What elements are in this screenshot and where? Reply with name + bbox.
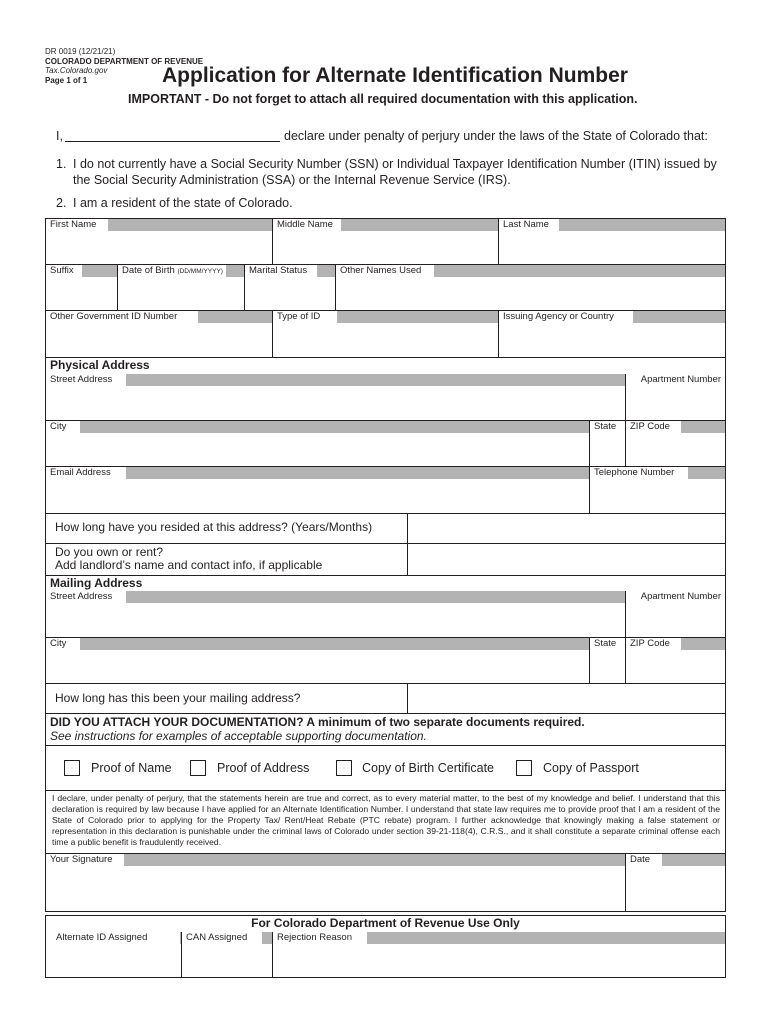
mailing-state-label: State xyxy=(590,638,625,650)
type-of-id-label: Type of ID xyxy=(273,311,337,323)
own-rent-question: Do you own or rent? xyxy=(55,545,164,559)
first-name-field[interactable] xyxy=(46,232,271,263)
alt-id-field xyxy=(46,945,180,977)
physical-street-label: Street Address xyxy=(46,374,126,386)
item2-text: I am a resident of the state of Colorado. xyxy=(73,196,293,210)
declaration-suffix: declare under penalty of perjury under the laws of the State of Colorado that: xyxy=(284,129,708,143)
physical-zip-label: ZIP Code xyxy=(626,421,681,433)
signature-field[interactable] xyxy=(46,867,624,911)
page-title: Application for Alternate Identification Number xyxy=(162,64,628,87)
mailing-apartment-field[interactable] xyxy=(626,604,725,636)
birth-certificate-checkbox[interactable] xyxy=(336,760,352,776)
own-rent-field[interactable] xyxy=(408,544,725,575)
physical-address-heading: Physical Address xyxy=(50,358,150,372)
item2-number: 2. xyxy=(56,196,67,210)
mailing-street-field[interactable] xyxy=(46,604,624,636)
dob-label: Date of Birth (DD/MM/YYYY) xyxy=(118,265,226,277)
form-number: DR 0019 (12/21/21) xyxy=(45,47,116,56)
mailing-state-field[interactable] xyxy=(590,651,624,682)
physical-state-label: State xyxy=(590,421,625,433)
email-label: Email Address xyxy=(46,467,126,479)
issuing-agency-label: Issuing Agency or Country xyxy=(499,311,633,323)
alt-id-label: Alternate ID Assigned xyxy=(46,932,180,944)
telephone-field[interactable] xyxy=(590,480,725,512)
dob-field[interactable] xyxy=(118,278,243,309)
passport-label: Copy of Passport xyxy=(543,761,639,775)
date-label: Date xyxy=(626,854,662,866)
landlord-info-question: Add landlord’s name and contact info, if applicable xyxy=(55,558,323,572)
attestation-text: I declare, under penalty of perjury, that the statements herein are true and correct, as to every material matter, to the best of my knowledge and belief. I understand that this declaration is required by law because I have applied for an Alternate Identification Number. I understand that state law requires me to provide proof that I am a resident of the State of Colorado prior to applying for the Property Tax/ Rent/Heat Rebate (PTC rebate) program. I further acknowledge that knowingly making a false statement or representation in this declaration is punishable under the criminal laws of Colorado under section 39-21-118(4), C.R.S., and it shall constitute a separate criminal offense each time a public benefit is fraudulently received. xyxy=(52,793,720,847)
signature-label: Your Signature xyxy=(46,854,124,866)
physical-city-field[interactable] xyxy=(46,434,588,465)
mailing-zip-field[interactable] xyxy=(626,651,725,682)
page-indicator: Page 1 of 1 xyxy=(45,75,88,85)
website-text: Tax.Colorado.gov xyxy=(45,66,108,75)
other-names-field[interactable] xyxy=(336,278,725,309)
mailing-street-label: Street Address xyxy=(46,591,126,603)
marital-status-field[interactable] xyxy=(245,278,334,309)
other-gov-id-field[interactable] xyxy=(46,324,271,356)
suffix-label: Suffix xyxy=(46,265,82,277)
date-field[interactable] xyxy=(626,867,725,911)
proof-of-name-label: Proof of Name xyxy=(91,761,172,775)
physical-street-field[interactable] xyxy=(46,387,624,419)
birth-certificate-label: Copy of Birth Certificate xyxy=(362,761,494,775)
rejection-reason-label: Rejection Reason xyxy=(273,932,367,944)
mailing-duration-question: How long has this been your mailing address? xyxy=(55,691,301,705)
physical-state-field[interactable] xyxy=(590,434,624,465)
documentation-heading: DID YOU ATTACH YOUR DOCUMENTATION? A minimum of two separate documents required. xyxy=(50,715,585,729)
first-name-label: First Name xyxy=(46,219,108,231)
residence-duration-field[interactable] xyxy=(408,514,725,543)
issuing-agency-field[interactable] xyxy=(499,324,725,356)
physical-city-label: City xyxy=(46,421,80,433)
marital-status-label: Marital Status xyxy=(245,265,317,277)
last-name-label: Last Name xyxy=(499,219,559,231)
last-name-field[interactable] xyxy=(499,232,725,263)
documentation-note: See instructions for examples of acceptable supporting documentation. xyxy=(50,729,427,743)
passport-checkbox[interactable] xyxy=(516,760,532,776)
mailing-apartment-label: Apartment Number xyxy=(626,591,725,603)
item1-text: I do not currently have a Social Security Number (SSN) or Individual Taxpayer Identification Number (ITIN) issued by the Social Security Administration (SSA) or the Internal Revenue Service (IRS). xyxy=(73,157,717,187)
office-use-heading: For Colorado Department of Revenue Use Only xyxy=(251,916,520,930)
residence-duration-question: How long have you resided at this address? (Years/Months) xyxy=(55,520,373,534)
middle-name-field[interactable] xyxy=(273,232,497,263)
important-notice: IMPORTANT - Do not forget to attach all required documentation with this application. xyxy=(128,92,638,106)
physical-apartment-field[interactable] xyxy=(626,387,725,419)
middle-name-label: Middle Name xyxy=(273,219,341,231)
declarant-name-line[interactable] xyxy=(65,141,280,142)
rejection-reason-field xyxy=(273,945,725,977)
department-name: COLORADO DEPARTMENT OF REVENUE xyxy=(45,56,204,66)
suffix-field[interactable] xyxy=(46,278,116,309)
mailing-address-heading: Mailing Address xyxy=(50,576,143,590)
other-gov-id-label: Other Government ID Number xyxy=(46,311,198,323)
email-field[interactable] xyxy=(46,480,588,512)
declaration-prefix: I, xyxy=(56,129,63,143)
physical-zip-field[interactable] xyxy=(626,434,725,465)
type-of-id-field[interactable] xyxy=(273,324,497,356)
proof-of-name-checkbox[interactable] xyxy=(64,760,80,776)
item1-number: 1. xyxy=(56,157,67,171)
proof-of-address-checkbox[interactable] xyxy=(190,760,206,776)
proof-of-address-label: Proof of Address xyxy=(217,761,310,775)
mailing-zip-label: ZIP Code xyxy=(626,638,681,650)
telephone-label: Telephone Number xyxy=(590,467,688,479)
mailing-city-field[interactable] xyxy=(46,651,588,682)
mailing-duration-field[interactable] xyxy=(408,684,725,713)
can-field xyxy=(182,945,271,977)
can-label: CAN Assigned xyxy=(182,932,262,944)
other-names-label: Other Names Used xyxy=(336,265,434,277)
mailing-city-label: City xyxy=(46,638,80,650)
physical-apartment-label: Apartment Number xyxy=(626,374,725,386)
